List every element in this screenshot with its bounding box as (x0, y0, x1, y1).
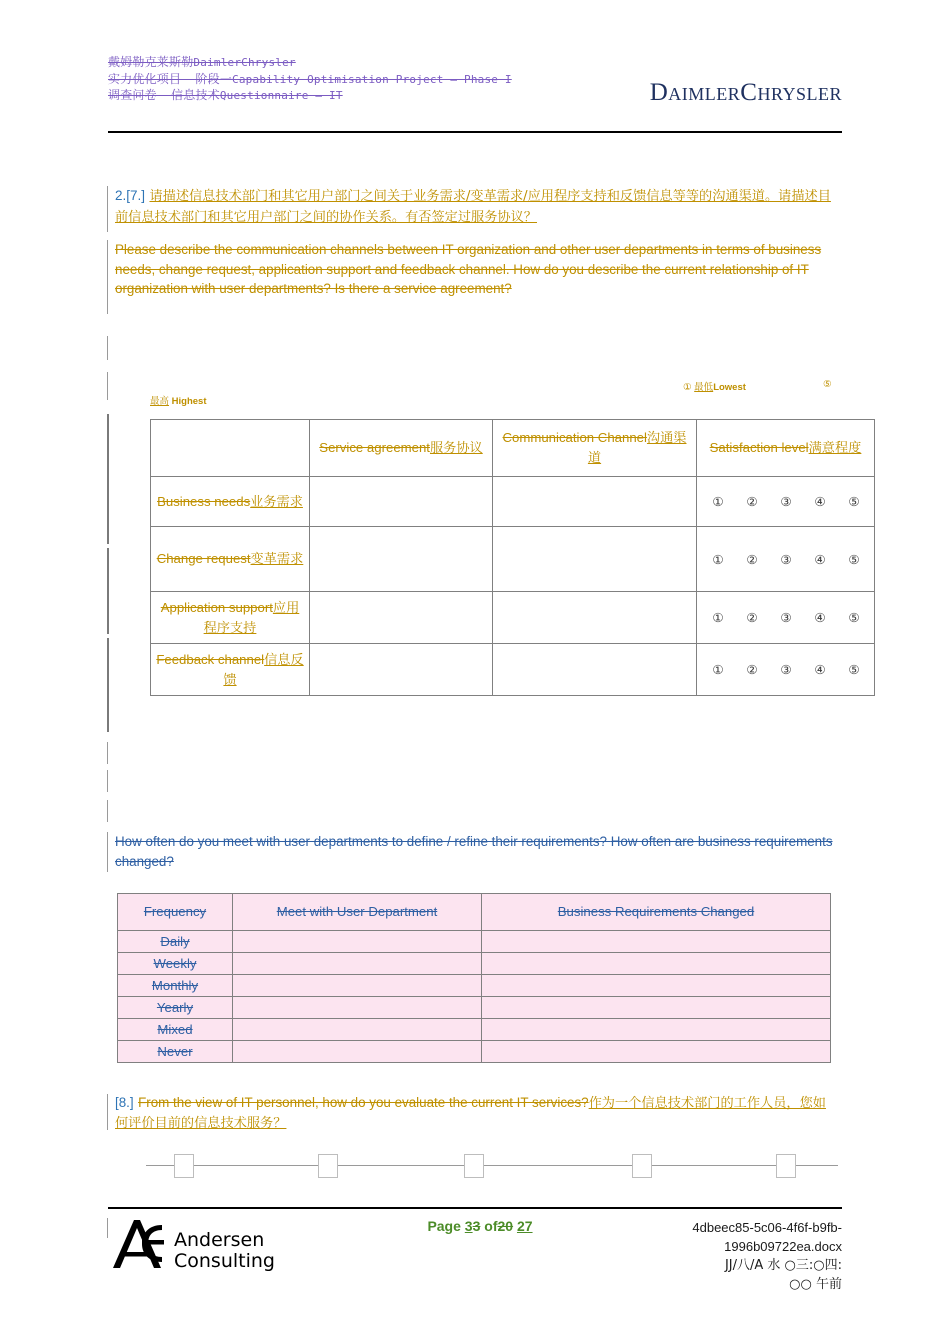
cell-communication-channel-change-request[interactable] (493, 527, 697, 592)
header-line-1 (108, 55, 528, 72)
th-communication-channel-cn: 沟通渠道 (587, 431, 687, 466)
change-bar (107, 240, 108, 314)
rating-option-4[interactable]: ④ (814, 494, 826, 509)
rating-option-3[interactable]: ③ (780, 494, 792, 509)
question-7-chinese: 请描述信息技术部门和其它用户部门之间关于业务需求/变革需求/应用程序支持和反馈信息等等的沟通渠道。请描述目前信息技术部门和其它用户部门之间的协作关系。有否签定过服务协议？ (115, 189, 831, 225)
header-line-1-en: DaimlerChrysler (193, 56, 296, 69)
row-application-support-en: Application support (160, 599, 273, 615)
document-header (108, 55, 842, 105)
question-meeting-frequency-line2: How often are business requirements changed? (115, 834, 833, 869)
footer-page-number (330, 1218, 630, 1234)
question-8-english: From the view of IT personnel, how do you evaluate the current IT services? (138, 1095, 589, 1110)
row-label-feedback-channel (151, 644, 310, 696)
row-label-application-support (151, 592, 310, 644)
rating-option-4[interactable]: ④ (814, 551, 826, 567)
rating-option-2[interactable]: ② (746, 551, 758, 567)
cell-communication-channel-application-support[interactable] (493, 592, 697, 644)
header-line-1-cn: 戴姆勒克莱斯勒 (108, 55, 194, 69)
row-label-monthly: Monthly (118, 975, 233, 997)
header-line-2-cn: 实力优化项目 – 阶段一 (108, 71, 233, 86)
scale-line (146, 1165, 838, 1166)
frequency-table (117, 893, 831, 1063)
cell-changed-weekly[interactable] (482, 953, 831, 975)
header-line-3-cn: 调查问卷 – 信息技术 (108, 88, 220, 102)
rating-option-4[interactable]: ④ (814, 610, 826, 625)
row-label-change-request (151, 527, 310, 592)
rating-scale-application-support[interactable] (697, 592, 875, 644)
th-satisfaction-level-en: Satisfaction level (709, 440, 809, 455)
change-bar (107, 1218, 108, 1238)
table-row (118, 997, 831, 1019)
cell-meet-yearly[interactable] (233, 997, 482, 1019)
table-row (118, 931, 831, 953)
footer-divider (108, 1207, 842, 1209)
cell-service-agreement-feedback-channel[interactable] (310, 644, 493, 696)
rating-option-2[interactable]: ② (746, 494, 758, 509)
question-7-english: Please describe the communication channels between IT organization and other user departments in terms of business needs, change request, application support and feedback channel. How do you describe the current relationship of IT organization with user departments? Is there a service agreement? (115, 242, 822, 297)
of-word: of (484, 1218, 498, 1234)
table-header-cell-business-requirements-changed: Business Requirements Changed (482, 894, 831, 931)
row-label-daily: Daily (118, 931, 233, 953)
row-change-request-cn: 变革需求 (250, 552, 304, 567)
change-bar (107, 832, 108, 872)
scale-checkbox-4[interactable] (632, 1154, 652, 1178)
daimlerchrysler-logo: DaimlerChrysler (649, 79, 842, 106)
page-total-deleted: 20 (497, 1218, 514, 1234)
table-row (118, 975, 831, 997)
andersen-monogram-icon (112, 1218, 170, 1274)
table-header-row (151, 420, 875, 477)
cell-meet-weekly[interactable] (233, 953, 482, 975)
question-8-chinese: 作为一个信息技术部门的工作人员，您如何评价目前的信息技术服务？ (115, 1096, 826, 1131)
th-service-agreement-en: Service agreement (319, 440, 430, 455)
row-application-support-cn: 应用程序支持 (203, 600, 300, 636)
scale-checkbox-3[interactable] (464, 1154, 484, 1178)
rating-option-5[interactable]: ⑤ (848, 662, 860, 677)
table-row (118, 1041, 831, 1063)
logo-line-1: Andersen (174, 1229, 265, 1251)
table-row (118, 1019, 831, 1041)
header-line-2-en: Capability Optimisation Project – Phase I (232, 72, 512, 86)
page-word: Page (427, 1218, 461, 1234)
rating-scale-change-request[interactable] (697, 527, 875, 592)
scale-legend-lowest-circle: ① (683, 382, 692, 393)
cell-changed-daily[interactable] (482, 931, 831, 953)
row-business-needs-en: Business needs (157, 493, 251, 509)
header-line-3 (108, 88, 528, 105)
rating-option-2[interactable]: ② (746, 662, 758, 677)
table-header-cell-frequency: Frequency (118, 894, 233, 931)
scale-legend-lowest-en: Lowest (713, 382, 746, 393)
cell-changed-mixed[interactable] (482, 1019, 831, 1041)
footer-timestamp-line-2: ○○ 午前 (789, 1277, 842, 1292)
rating-option-1[interactable]: ① (712, 551, 724, 567)
change-bar (107, 548, 109, 634)
row-label-yearly: Yearly (118, 997, 233, 1019)
change-bar (107, 800, 108, 822)
change-bar (107, 336, 108, 360)
cell-service-agreement-change-request[interactable] (310, 527, 493, 592)
rating-option-5[interactable]: ⑤ (848, 551, 860, 567)
scale-legend-lowest (683, 379, 746, 393)
cell-communication-channel-feedback-channel[interactable] (493, 644, 697, 696)
rating-option-4[interactable]: ④ (814, 662, 826, 677)
cell-meet-never[interactable] (233, 1041, 482, 1063)
scale-checkbox-2[interactable] (318, 1154, 338, 1178)
scale-legend-highest-cn: 最高 (150, 396, 170, 407)
table-row (151, 477, 875, 527)
scale-checkbox-1[interactable] (174, 1154, 194, 1178)
satisfaction-table (150, 419, 875, 696)
table-header-cell-satisfaction-level (697, 420, 875, 477)
table-row (151, 644, 875, 696)
change-bar (107, 372, 108, 400)
th-communication-channel-en: Communication Channel (502, 430, 647, 445)
scale-legend-highest-en: Highest (171, 396, 207, 407)
rating-option-2[interactable]: ② (746, 610, 758, 625)
cell-communication-channel-business-needs[interactable] (493, 477, 697, 527)
cell-changed-never[interactable] (482, 1041, 831, 1063)
cell-service-agreement-business-needs[interactable] (310, 477, 493, 527)
question-8-number: [8.] (115, 1095, 134, 1110)
change-bar (107, 414, 109, 544)
cell-meet-monthly[interactable] (233, 975, 482, 997)
change-bar (107, 742, 108, 764)
row-label-business-needs (151, 477, 310, 527)
question-meeting-frequency (115, 832, 837, 871)
row-feedback-channel-en: Feedback channel (156, 651, 265, 667)
th-service-agreement-cn: 服务协议 (429, 441, 483, 456)
row-change-request-en: Change request (156, 551, 251, 566)
change-bar (107, 186, 108, 232)
header-line-3-en: Questionnaire – IT (219, 89, 343, 102)
change-bar (107, 770, 108, 792)
cell-changed-monthly[interactable] (482, 975, 831, 997)
cell-meet-daily[interactable] (233, 931, 482, 953)
table-row (151, 592, 875, 644)
rating-option-3[interactable]: ③ (780, 662, 792, 677)
scale-legend-lowest-cn: 最低 (694, 382, 714, 393)
row-feedback-channel-cn: 信息反馈 (223, 652, 304, 688)
page-number-deleted: 3 (472, 1218, 481, 1234)
table-header-cell-service-agreement (310, 420, 493, 477)
rating-option-5[interactable]: ⑤ (848, 494, 860, 509)
row-label-mixed: Mixed (118, 1019, 233, 1041)
question-8 (115, 1094, 837, 1134)
footer-filename-line-2: 1996b09722ea.docx (724, 1239, 842, 1254)
th-satisfaction-level-cn: 满意程度 (808, 441, 862, 456)
question-meeting-frequency-line1: How often do you meet with user departments to define / refine their requirements? (115, 834, 607, 849)
scale-checkbox-5[interactable] (776, 1154, 796, 1178)
table-header-cell-meet-with-user-department: Meet with User Department (233, 894, 482, 931)
andersen-consulting-wordmark (174, 1230, 275, 1272)
scale-legend-highest-circle: ⑤ (823, 379, 832, 390)
cell-changed-yearly[interactable] (482, 997, 831, 1019)
logo-line-2: Consulting (174, 1250, 275, 1272)
rating-scale-feedback-channel[interactable] (697, 644, 875, 696)
question-7 (115, 186, 837, 228)
row-label-never: Never (118, 1041, 233, 1063)
footer-filename-line-1: 4dbeec85-5c06-4f6f-b9fb- (692, 1220, 842, 1235)
rating-option-1[interactable]: ① (712, 494, 724, 509)
header-doc-title (108, 55, 528, 105)
rating-scale-business-needs[interactable] (697, 477, 875, 527)
cell-service-agreement-application-support[interactable] (310, 592, 493, 644)
table-header-cell-blank (151, 420, 310, 477)
question-7-number: 2.[7.] (115, 188, 146, 203)
rating-option-1[interactable]: ① (712, 662, 724, 677)
rating-option-3[interactable]: ③ (780, 610, 792, 625)
footer-file-info (600, 1218, 842, 1294)
row-label-weekly: Weekly (118, 953, 233, 975)
page-number-inserted: 3 (464, 1218, 473, 1234)
andersen-consulting-logo (112, 1218, 312, 1280)
change-bar (107, 1094, 108, 1130)
page-total-inserted: 27 (516, 1218, 533, 1234)
scale-legend-highest (150, 393, 207, 407)
table-header-cell-communication-channel (493, 420, 697, 477)
header-divider (108, 131, 842, 133)
rating-option-1[interactable]: ① (712, 610, 724, 625)
row-business-needs-cn: 业务需求 (250, 494, 303, 510)
footer-timestamp-line-1: JJ/八/A 水 ○三:○四: (724, 1258, 842, 1273)
table-header-row (118, 894, 831, 931)
change-bar (107, 638, 109, 732)
rating-option-5[interactable]: ⑤ (848, 610, 860, 625)
rating-option-3[interactable]: ③ (780, 551, 792, 567)
table-row (118, 953, 831, 975)
cell-meet-mixed[interactable] (233, 1019, 482, 1041)
table-row (151, 527, 875, 592)
answer-scale-row (146, 1165, 838, 1166)
header-line-2 (108, 72, 528, 89)
